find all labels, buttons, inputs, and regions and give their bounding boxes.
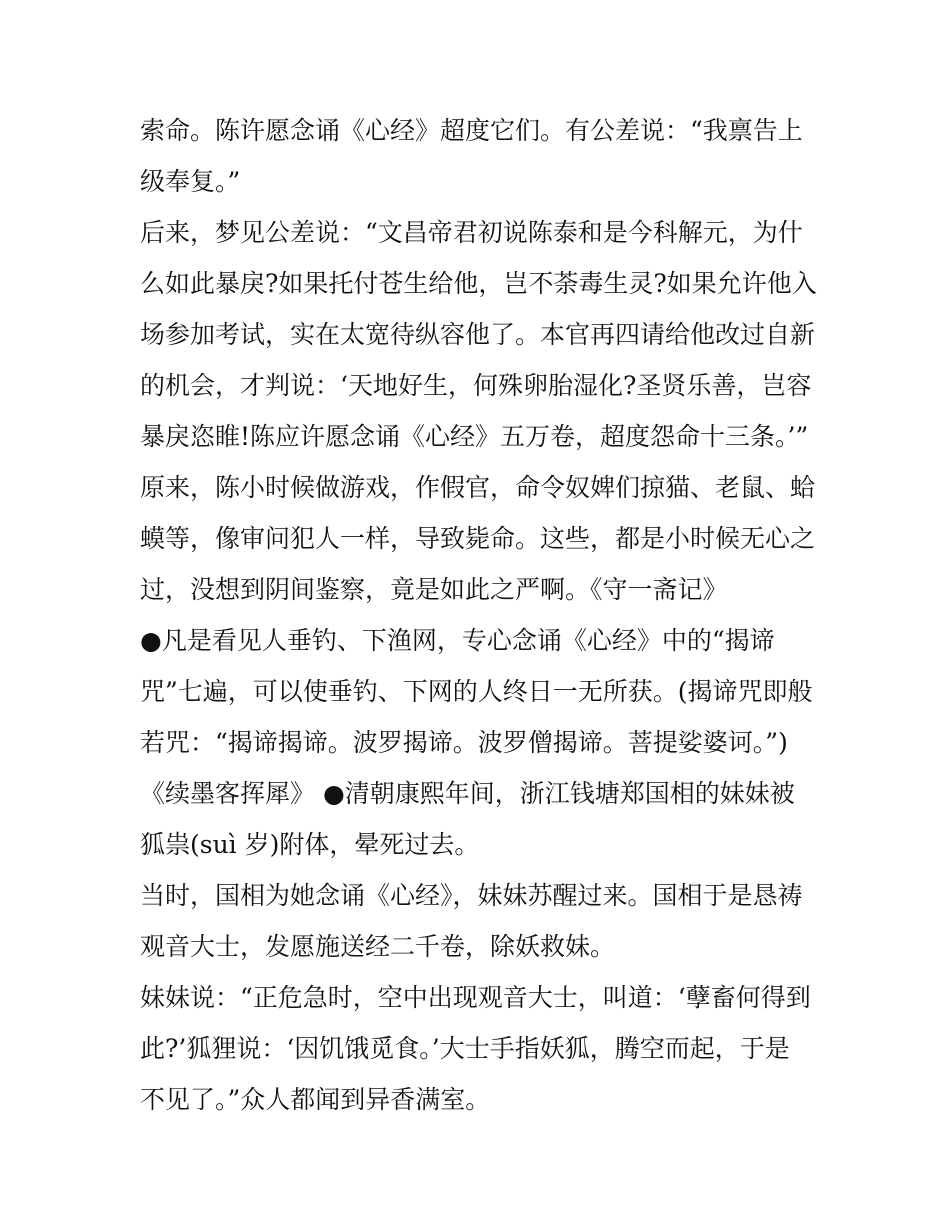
text-line: 过，没想到阴间鉴察，竟是如此之严啊。《守一斋记》 [140, 575, 728, 604]
text-line: 索命。陈许愿念诵《心经》超度它们。有公差说：“我禀告上 [140, 116, 803, 145]
text-line: 蟆等，像审问犯人一样，导致毙命。这些，都是小时候无心之 [140, 524, 816, 553]
text-line: 此?’狐狸说：‘因饥饿觅食。’大士手指妖狐，腾空而起，于是 [140, 1034, 790, 1063]
text-line: 的机会，才判说：‘天地好生，何殊卵胎湿化?圣贤乐善，岂容 [140, 371, 812, 400]
text-line: ●凡是看见人垂钓、下渔网，专心念诵《心经》中的“揭谛 [140, 626, 775, 655]
text-line: 场参加考试，实在太宽待纵容他了。本官再四请给他改过自新 [140, 320, 816, 349]
text-line: 不见了。”众人都闻到异香满室。 [140, 1085, 491, 1114]
text-line: 《续墨客挥犀》 ●清朝康熙年间，浙江钱塘郑国相的妹妹被 [140, 779, 795, 808]
text-line: 当时，国相为她念诵《心经》，妹妹苏醒过来。国相于是恳祷 [140, 881, 803, 910]
text-line: 级奉复。” [140, 167, 241, 196]
text-line: 暴戾恣睢!陈应许愿念诵《心经》五万卷，超度怨命十三条。’” [140, 422, 809, 451]
text-line: 若咒：“揭谛揭谛。波罗揭谛。波罗僧揭谛。菩提娑婆诃。”) [140, 728, 788, 757]
body-text [140, 105, 830, 1125]
text-line: 妹妹说：“正危急时，空中出现观音大士，叫道：‘孽畜何得到 [140, 983, 811, 1012]
text-line: 原来，陈小时候做游戏，作假官，命令奴婢们掠猫、老鼠、蛤 [140, 473, 816, 502]
text-line: 观音大士，发愿施送经二千卷，除妖救妹。 [140, 932, 616, 961]
text-line: 么如此暴戾?如果托付苍生给他，岂不荼毒生灵?如果允许他入 [140, 269, 817, 298]
text-line: 狐祟(suì 岁)附体，晕死过去。 [140, 830, 480, 859]
text-line: 咒”七遍，可以使垂钓、下网的人终日一无所获。(揭谛咒即般 [140, 677, 813, 706]
text-line: 后来，梦见公差说：“文昌帝君初说陈泰和是今科解元，为什 [140, 218, 803, 247]
